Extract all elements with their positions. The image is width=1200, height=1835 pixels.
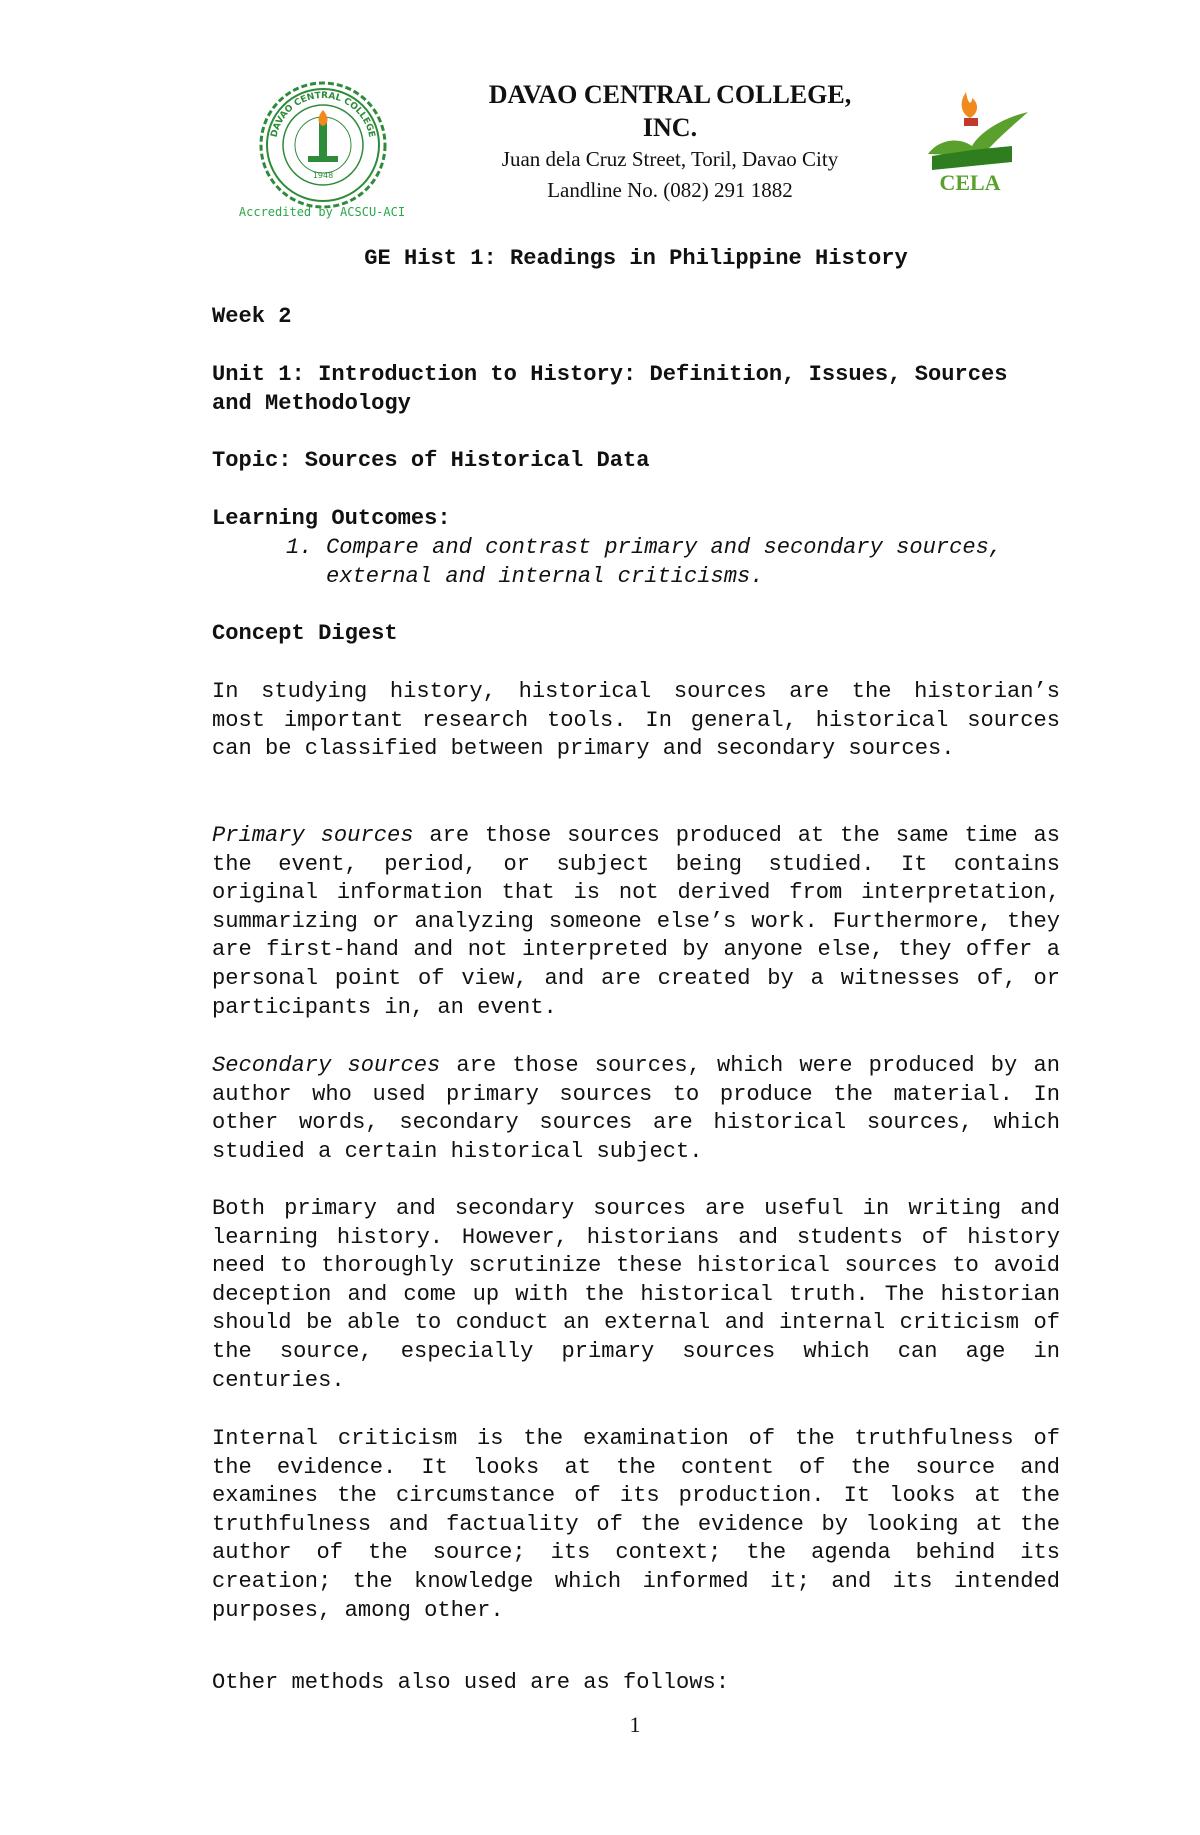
course-title: GE Hist 1: Readings in Philippine History — [364, 246, 908, 271]
paragraph-internal-criticism: Internal criticism is the examination of the truthfulness of the evidence. It looks at the content of the source and examines the circumstance of its production. It looks at the truthfulness and factuality of the evidence by looking at the author of the source; its context; the agenda behind its creation; the knowledge which informed it; and its intended purposes, among other. — [212, 1426, 1060, 1623]
paragraph-secondary-sources-text: are those sources, which were produced by an author who used primary sources to produce the material. In other words, secondary sources are historical sources, which studied a certain historical subject. — [212, 1053, 1060, 1164]
institution-landline: Landline No. (082) 291 1882 — [547, 178, 793, 202]
cela-logo-text: CELA — [939, 170, 1001, 195]
learning-outcome-line2: external and internal criticisms. — [326, 563, 764, 589]
seal-text: DAVAO CENTRAL COLLEGE — [269, 90, 377, 139]
letterhead — [455, 78, 885, 206]
paragraph-secondary-sources — [212, 1052, 1060, 1166]
unit-heading-line1: Unit 1: Introduction to History: Definition, Issues, Sources — [212, 362, 1008, 387]
seal-year: 1948 — [312, 171, 334, 180]
learning-outcome-item — [286, 534, 1060, 591]
institution-name-line1: DAVAO CENTRAL COLLEGE, — [488, 80, 852, 109]
college-seal-icon — [258, 80, 388, 210]
learning-outcomes-heading: Learning Outcomes: — [212, 506, 451, 531]
learning-outcome-line1: Compare and contrast primary and secondary sources, — [326, 535, 1003, 560]
accreditation-text: Accredited by ACSCU-ACI — [238, 205, 406, 219]
term-primary-sources: Primary sources — [212, 823, 414, 848]
paragraph-other-methods: Other methods also used are as follows: — [212, 1670, 730, 1695]
week-label: Week 2 — [212, 304, 292, 329]
page-number: 1 — [629, 1712, 641, 1737]
unit-heading-line2: and Methodology — [212, 390, 411, 416]
learning-outcome-number: 1. — [286, 535, 313, 560]
paragraph-primary-sources — [212, 822, 1060, 1022]
concept-digest-heading: Concept Digest — [212, 621, 398, 646]
cela-logo-icon — [918, 84, 1034, 200]
institution-name-line2: INC. — [642, 113, 698, 142]
paragraph-intro: In studying history, historical sources are the historian’s most important research tools. In general, historical sources can be classified between primary and secondary sources. — [212, 679, 1060, 762]
paragraph-primary-sources-text: are those sources produced at the same time as the event, period, or subject being studied. It contains original information that is not derived from interpretation, summarizing or analyzing someone else’s work. Furthermore, they are first-hand and not interpreted by anyone else, they offer a personal point of view, and are created by a witnesses of, or participants in, an event. — [212, 823, 1060, 1020]
institution-address: Juan dela Cruz Street, Toril, Davao City — [501, 147, 839, 171]
term-secondary-sources: Secondary sources — [212, 1053, 441, 1078]
topic-heading: Topic: Sources of Historical Data — [212, 448, 650, 473]
unit-heading — [212, 361, 1060, 418]
paragraph-criticism-need: Both primary and secondary sources are useful in writing and learning history. However, historians and students of history need to thoroughly scrutinize these historical sources to avoid deception and come up with the historical truth. The historian should be able to conduct an external and internal criticism of the source, especially primary sources which can age in centuries. — [212, 1196, 1060, 1393]
